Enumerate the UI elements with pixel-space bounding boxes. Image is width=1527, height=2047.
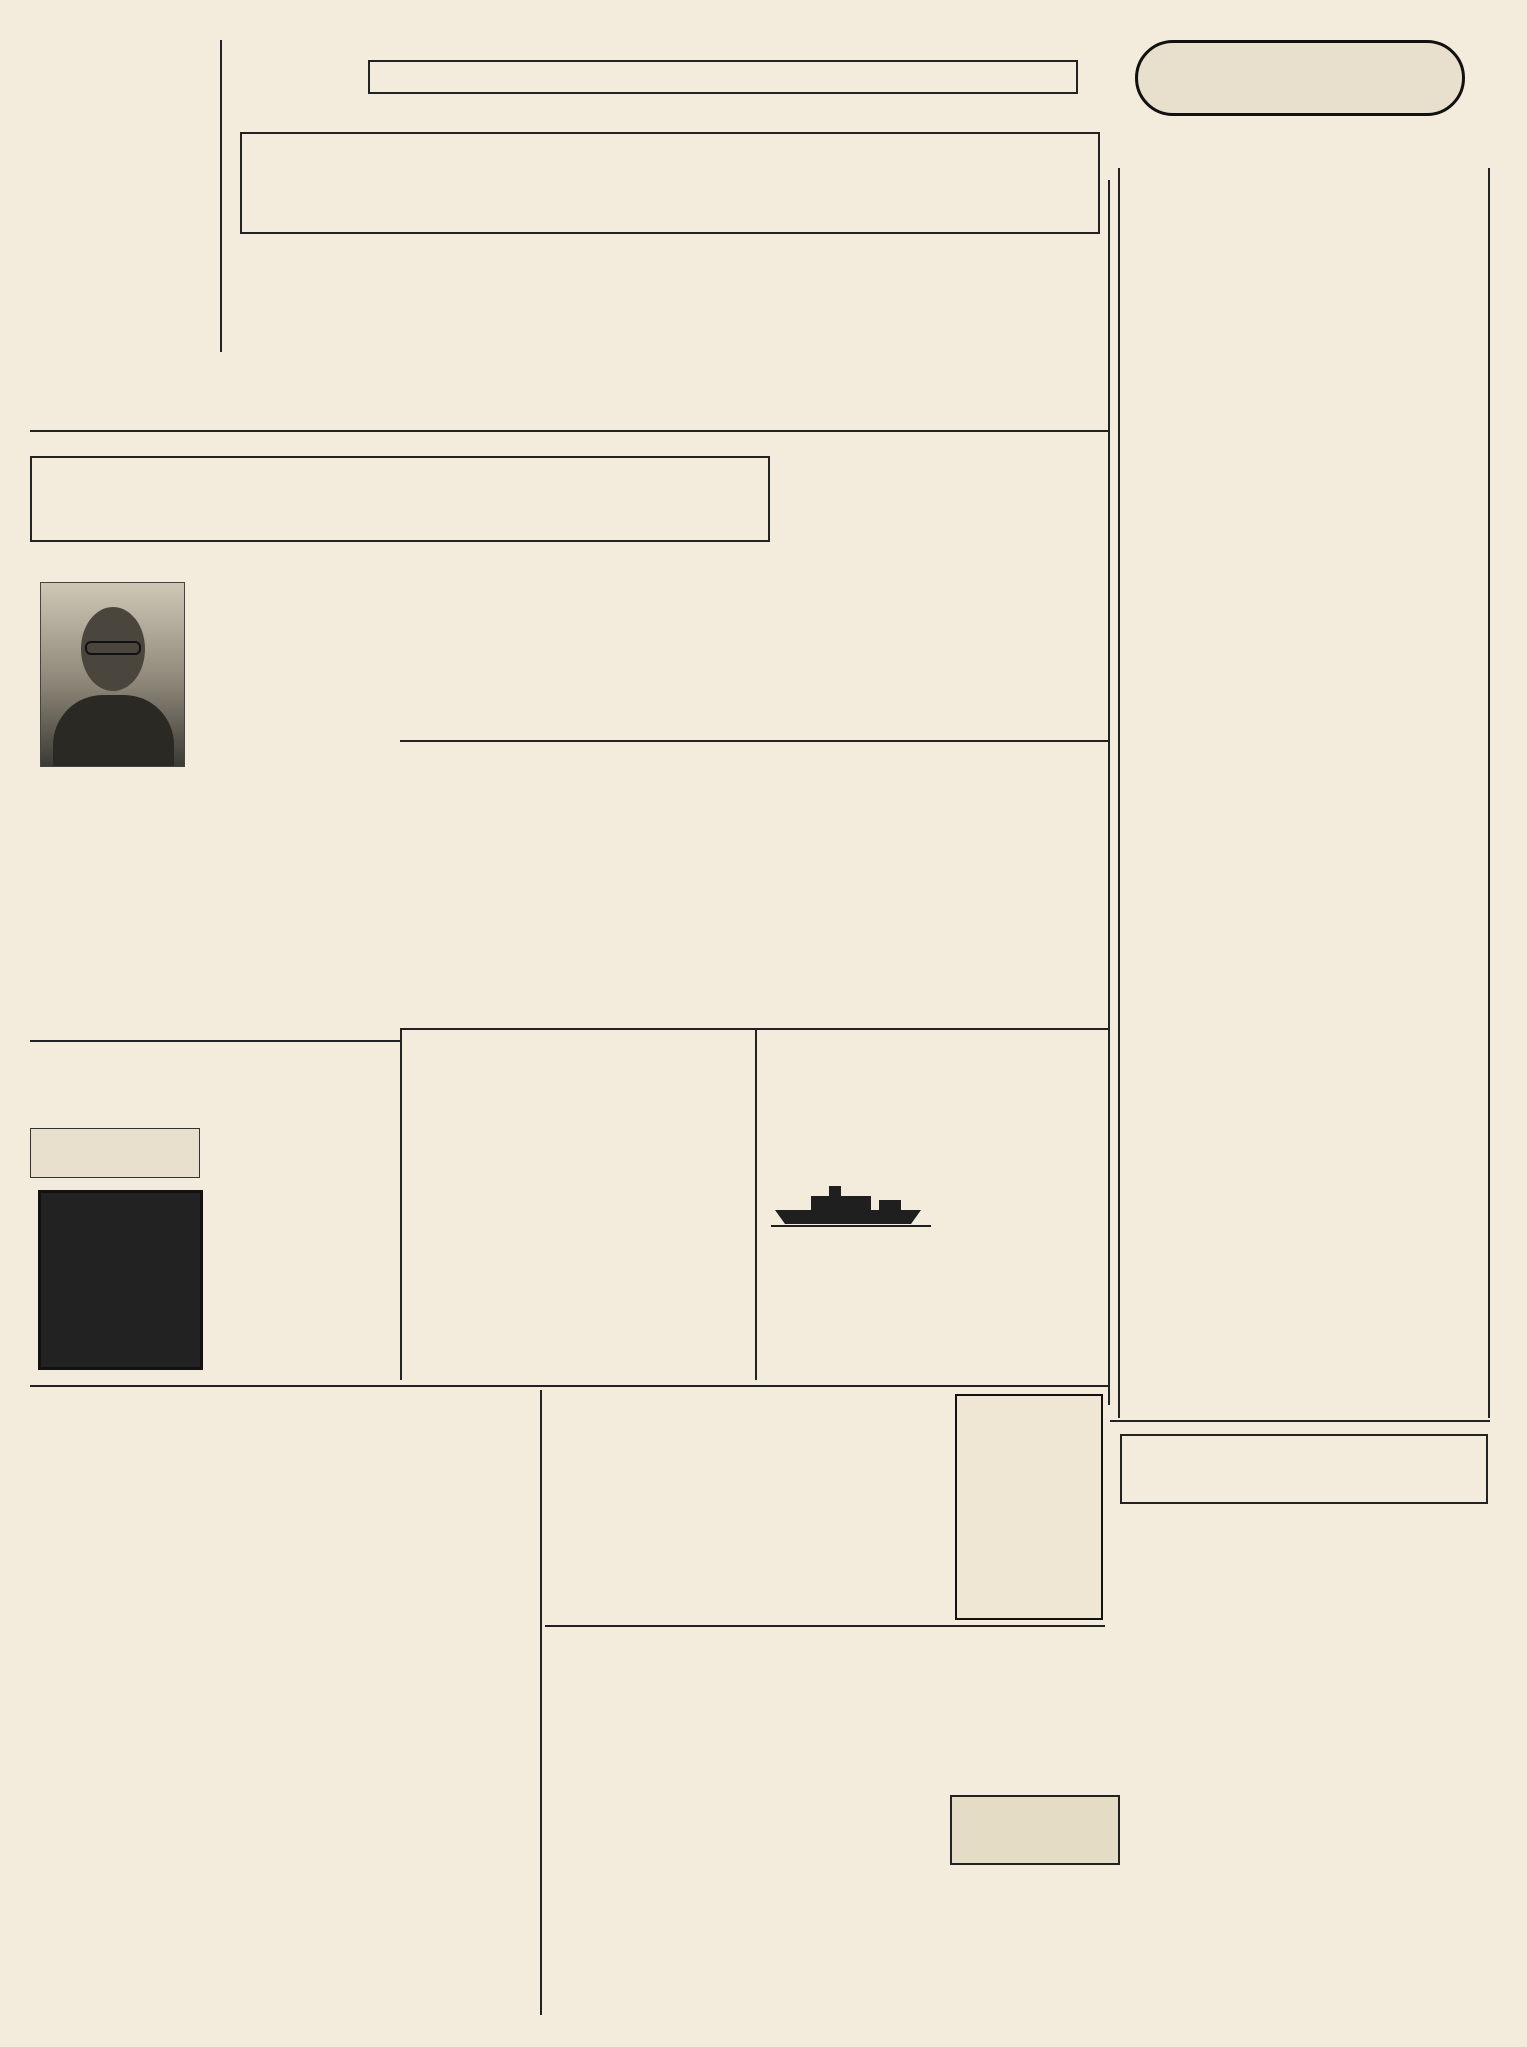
savings-col-1: [935, 842, 1105, 1017]
rial-col-1: [580, 1256, 750, 1376]
dhob-headline-box: [240, 132, 1100, 234]
shipping-banner: [765, 1150, 935, 1230]
standard-col-1: [400, 578, 600, 738]
dhob-col-3: [420, 300, 710, 420]
export-col-2: [1140, 1540, 1310, 1890]
savings-col-2: [765, 842, 925, 1017]
standard-col-2: [195, 578, 390, 738]
clinic-ad: [38, 1190, 203, 1370]
auction-ad: [40, 1390, 530, 2015]
savings-col-4: [400, 842, 580, 1017]
us-deficit-body-cont: [210, 1330, 398, 1380]
dhob-col-4: [230, 300, 410, 420]
auction-intro: [40, 1424, 530, 1468]
shipping-list: [762, 1236, 937, 1376]
us-deficit-body: [210, 1128, 398, 1328]
export-col-1: [1320, 1540, 1490, 1890]
gold-prices: [62, 40, 212, 350]
masthead-logo: [1135, 40, 1465, 116]
us-deficit-side-box: [30, 1128, 200, 1178]
registration-ad: [550, 1630, 1105, 2015]
rial-col-2: [405, 1256, 575, 1376]
sidebar-body: [1130, 232, 1480, 1377]
portrait-body-shape: [53, 695, 174, 767]
portrait-glasses-shape: [85, 641, 141, 655]
masthead: [1110, 40, 1485, 160]
tax-ad: [550, 1390, 940, 1620]
sidebar-column: [1118, 168, 1490, 1418]
standard-col-3: [40, 790, 390, 1030]
top-strap: [368, 60, 1078, 94]
portrait-photo: [40, 582, 185, 767]
dhob-col-1: [920, 300, 1100, 645]
tax-body: [550, 1448, 940, 1598]
sand-gravel-advert: [955, 1394, 1103, 1620]
registration-body: [550, 1656, 1105, 1976]
export-headline-box: [1120, 1434, 1488, 1504]
savings-col-3: [590, 842, 755, 1017]
ship-icon: [771, 1180, 931, 1228]
standard-headline-box: [30, 456, 770, 542]
